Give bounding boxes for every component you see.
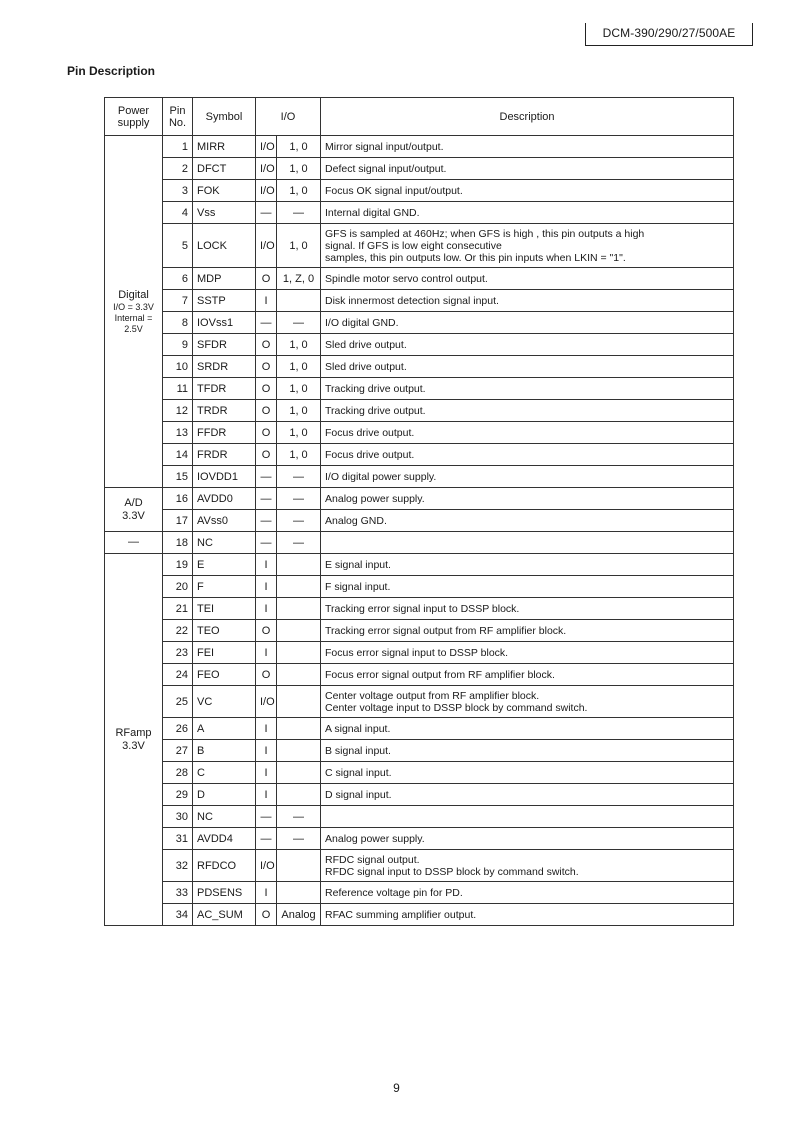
power-supply-label: 3.3V: [122, 509, 145, 522]
pin-number-cell: 33: [163, 882, 193, 904]
pin-number-cell: 23: [163, 642, 193, 664]
description-line: I/O digital GND.: [325, 316, 399, 329]
table-row: [105, 718, 734, 740]
io-direction-cell: I/O: [256, 158, 277, 180]
description-line: Reference voltage pin for PD.: [325, 886, 463, 899]
symbol-cell: D: [193, 784, 256, 806]
table-row: [105, 312, 734, 334]
description-line: Sled drive output.: [325, 360, 407, 373]
io-level-cell: [277, 598, 321, 620]
symbol-cell: TFDR: [193, 378, 256, 400]
io-direction-cell: I/O: [256, 850, 277, 882]
table-row: [105, 444, 734, 466]
description-cell: [321, 686, 734, 718]
description-cell: [321, 664, 734, 686]
symbol-cell: IOVDD1: [193, 466, 256, 488]
symbol-cell: F: [193, 576, 256, 598]
description-cell: [321, 422, 734, 444]
io-level-cell: 1, 0: [277, 334, 321, 356]
power-supply-label: RFamp: [115, 726, 152, 739]
description-line: Focus error signal input to DSSP block.: [325, 646, 509, 659]
pin-number-cell: 10: [163, 356, 193, 378]
io-direction-cell: —: [256, 532, 277, 554]
io-direction-cell: —: [256, 510, 277, 532]
pin-number-cell: 28: [163, 762, 193, 784]
symbol-cell: NC: [193, 806, 256, 828]
io-level-cell: [277, 740, 321, 762]
io-level-cell: 1, 0: [277, 356, 321, 378]
pin-number-cell: 12: [163, 400, 193, 422]
description-cell: [321, 180, 734, 202]
table-row: [105, 180, 734, 202]
symbol-cell: DFCT: [193, 158, 256, 180]
description-cell: [321, 444, 734, 466]
io-direction-cell: —: [256, 828, 277, 850]
description-line: signal. If GFS is low eight consecutive: [325, 239, 502, 252]
table-row: [105, 828, 734, 850]
io-direction-cell: I: [256, 554, 277, 576]
io-level-cell: 1, 0: [277, 180, 321, 202]
io-direction-cell: I/O: [256, 136, 277, 158]
description-cell: [321, 334, 734, 356]
io-direction-cell: I: [256, 598, 277, 620]
symbol-cell: VC: [193, 686, 256, 718]
pin-number-cell: 9: [163, 334, 193, 356]
table-row: [105, 158, 734, 180]
io-level-cell: 1, 0: [277, 444, 321, 466]
power-supply-cell: [105, 532, 163, 554]
power-supply-note: Internal =: [114, 312, 153, 323]
table-row: [105, 136, 734, 158]
table-row: [105, 510, 734, 532]
pin-number-cell: 13: [163, 422, 193, 444]
io-level-cell: —: [277, 806, 321, 828]
table-row: [105, 740, 734, 762]
description-cell: [321, 466, 734, 488]
symbol-cell: E: [193, 554, 256, 576]
pin-number-cell: 27: [163, 740, 193, 762]
power-supply-cell: [105, 554, 163, 926]
power-supply-label: A/D: [124, 496, 143, 509]
symbol-cell: A: [193, 718, 256, 740]
io-level-cell: 1, 0: [277, 136, 321, 158]
description-line: Analog power supply.: [325, 832, 425, 845]
description-cell: [321, 532, 734, 554]
power-supply-cell: [105, 136, 163, 488]
symbol-cell: C: [193, 762, 256, 784]
description-cell: [321, 642, 734, 664]
symbol-cell: NC: [193, 532, 256, 554]
table-row: [105, 290, 734, 312]
pin-number-cell: 20: [163, 576, 193, 598]
io-direction-cell: O: [256, 334, 277, 356]
io-direction-cell: I: [256, 290, 277, 312]
io-level-cell: —: [277, 312, 321, 334]
model-number-header: DCM-390/290/27/500AE: [585, 23, 753, 46]
io-level-cell: [277, 718, 321, 740]
pin-number-cell: 2: [163, 158, 193, 180]
io-level-cell: —: [277, 488, 321, 510]
table-row: [105, 850, 734, 882]
io-direction-cell: I/O: [256, 180, 277, 202]
io-direction-cell: —: [256, 202, 277, 224]
table-header-row: [105, 98, 734, 136]
header-pin-no: Pin No.: [163, 98, 193, 136]
pin-number-cell: 31: [163, 828, 193, 850]
symbol-cell: PDSENS: [193, 882, 256, 904]
symbol-cell: TEI: [193, 598, 256, 620]
page-number: 9: [393, 1081, 400, 1095]
io-direction-cell: I/O: [256, 686, 277, 718]
pin-description-table: [104, 97, 734, 926]
power-supply-label: 3.3V: [122, 739, 145, 752]
io-direction-cell: O: [256, 620, 277, 642]
pin-number-cell: 1: [163, 136, 193, 158]
table-row: [105, 620, 734, 642]
io-level-cell: [277, 620, 321, 642]
io-direction-cell: —: [256, 312, 277, 334]
io-direction-cell: I: [256, 784, 277, 806]
table-row: [105, 664, 734, 686]
description-cell: [321, 598, 734, 620]
symbol-cell: TRDR: [193, 400, 256, 422]
table-row: [105, 762, 734, 784]
table-row: [105, 334, 734, 356]
pin-number-cell: 5: [163, 224, 193, 268]
pin-number-cell: 24: [163, 664, 193, 686]
pin-number-cell: 7: [163, 290, 193, 312]
table-row: [105, 400, 734, 422]
description-line: C signal input.: [325, 766, 392, 779]
table-row: [105, 532, 734, 554]
description-cell: [321, 202, 734, 224]
table-row: [105, 554, 734, 576]
description-cell: [321, 158, 734, 180]
io-direction-cell: I/O: [256, 224, 277, 268]
table-row: [105, 882, 734, 904]
table-row: [105, 422, 734, 444]
description-line: Analog GND.: [325, 514, 387, 527]
io-level-cell: [277, 882, 321, 904]
io-direction-cell: O: [256, 422, 277, 444]
description-line: B signal input.: [325, 744, 391, 757]
description-line: Internal digital GND.: [325, 206, 420, 219]
description-line: Focus OK signal input/output.: [325, 184, 463, 197]
io-level-cell: 1, 0: [277, 224, 321, 268]
pin-number-cell: 18: [163, 532, 193, 554]
description-line: Analog power supply.: [325, 492, 425, 505]
io-level-cell: —: [277, 466, 321, 488]
io-direction-cell: O: [256, 378, 277, 400]
io-level-cell: [277, 664, 321, 686]
pin-number-cell: 8: [163, 312, 193, 334]
description-line: Sled drive output.: [325, 338, 407, 351]
io-level-cell: [277, 554, 321, 576]
pin-number-cell: 11: [163, 378, 193, 400]
symbol-cell: MIRR: [193, 136, 256, 158]
description-line: D signal input.: [325, 788, 392, 801]
description-cell: [321, 268, 734, 290]
io-direction-cell: —: [256, 806, 277, 828]
symbol-cell: B: [193, 740, 256, 762]
description-line: Disk innermost detection signal input.: [325, 294, 499, 307]
io-level-cell: [277, 686, 321, 718]
io-direction-cell: I: [256, 718, 277, 740]
table-row: [105, 202, 734, 224]
symbol-cell: FOK: [193, 180, 256, 202]
io-direction-cell: O: [256, 400, 277, 422]
io-level-cell: —: [277, 202, 321, 224]
table-row: [105, 466, 734, 488]
io-level-cell: 1, 0: [277, 400, 321, 422]
io-level-cell: [277, 576, 321, 598]
symbol-cell: FEI: [193, 642, 256, 664]
io-level-cell: Analog: [277, 904, 321, 926]
description-cell: [321, 784, 734, 806]
io-level-cell: 1, Z, 0: [277, 268, 321, 290]
description-line: A signal input.: [325, 722, 391, 735]
symbol-cell: LOCK: [193, 224, 256, 268]
table-row: [105, 642, 734, 664]
description-cell: [321, 882, 734, 904]
description-cell: [321, 378, 734, 400]
io-direction-cell: I: [256, 576, 277, 598]
pin-number-cell: 17: [163, 510, 193, 532]
pin-number-cell: 3: [163, 180, 193, 202]
header-description: Description: [321, 98, 734, 136]
symbol-cell: AVDD4: [193, 828, 256, 850]
description-cell: [321, 740, 734, 762]
table-row: [105, 378, 734, 400]
description-line: Tracking drive output.: [325, 382, 426, 395]
power-supply-note: I/O = 3.3V: [113, 301, 154, 312]
description-line: GFS is sampled at 460Hz; when GFS is high , this pin outputs a high: [325, 227, 645, 240]
symbol-cell: Vss: [193, 202, 256, 224]
pin-number-cell: 4: [163, 202, 193, 224]
description-line: Mirror signal input/output.: [325, 140, 444, 153]
description-line: E signal input.: [325, 558, 391, 571]
symbol-cell: TEO: [193, 620, 256, 642]
io-level-cell: —: [277, 510, 321, 532]
table-row: [105, 904, 734, 926]
symbol-cell: FEO: [193, 664, 256, 686]
description-line: RFAC summing amplifier output.: [325, 908, 477, 921]
description-cell: [321, 718, 734, 740]
symbol-cell: AVss0: [193, 510, 256, 532]
power-supply-label: —: [128, 536, 139, 548]
io-level-cell: 1, 0: [277, 378, 321, 400]
description-cell: [321, 400, 734, 422]
pin-number-cell: 34: [163, 904, 193, 926]
description-line: Tracking drive output.: [325, 404, 426, 417]
io-direction-cell: O: [256, 356, 277, 378]
table-row: [105, 598, 734, 620]
pin-number-cell: 6: [163, 268, 193, 290]
description-line: RFDC signal input to DSSP block by command switch.: [325, 865, 579, 878]
table-row: [105, 224, 734, 268]
description-cell: [321, 904, 734, 926]
pin-number-cell: 29: [163, 784, 193, 806]
power-supply-cell: [105, 488, 163, 532]
io-level-cell: 1, 0: [277, 422, 321, 444]
symbol-cell: FRDR: [193, 444, 256, 466]
pin-number-cell: 25: [163, 686, 193, 718]
power-supply-note: 2.5V: [124, 323, 143, 334]
io-level-cell: 1, 0: [277, 158, 321, 180]
symbol-cell: MDP: [193, 268, 256, 290]
symbol-cell: SSTP: [193, 290, 256, 312]
description-line: RFDC signal output.: [325, 853, 420, 866]
io-direction-cell: O: [256, 444, 277, 466]
io-direction-cell: —: [256, 466, 277, 488]
io-direction-cell: I: [256, 882, 277, 904]
description-cell: [321, 136, 734, 158]
symbol-cell: SRDR: [193, 356, 256, 378]
description-cell: [321, 554, 734, 576]
symbol-cell: FFDR: [193, 422, 256, 444]
description-cell: [321, 224, 734, 268]
section-title: Pin Description: [67, 64, 156, 78]
description-cell: [321, 762, 734, 784]
symbol-cell: AC_SUM: [193, 904, 256, 926]
symbol-cell: IOVss1: [193, 312, 256, 334]
description-cell: [321, 620, 734, 642]
description-line: F signal input.: [325, 580, 391, 593]
description-cell: [321, 806, 734, 828]
description-line: Tracking error signal output from RF amplifier block.: [325, 624, 567, 637]
io-direction-cell: I: [256, 740, 277, 762]
io-direction-cell: I: [256, 642, 277, 664]
io-direction-cell: —: [256, 488, 277, 510]
pin-number-cell: 32: [163, 850, 193, 882]
table-row: [105, 268, 734, 290]
table-row: [105, 784, 734, 806]
description-line: Focus drive output.: [325, 448, 415, 461]
description-cell: [321, 576, 734, 598]
header-symbol: Symbol: [193, 98, 256, 136]
pin-number-cell: 22: [163, 620, 193, 642]
description-cell: [321, 356, 734, 378]
description-cell: [321, 312, 734, 334]
pin-number-cell: 26: [163, 718, 193, 740]
header-io: I/O: [256, 98, 321, 136]
table-row: [105, 806, 734, 828]
description-line: I/O digital power supply.: [325, 470, 437, 483]
pin-number-cell: 15: [163, 466, 193, 488]
io-direction-cell: O: [256, 664, 277, 686]
io-level-cell: [277, 762, 321, 784]
pin-number-cell: 30: [163, 806, 193, 828]
description-line: Tracking error signal input to DSSP block.: [325, 602, 520, 615]
power-supply-label: Digital: [118, 288, 149, 301]
description-line: Center voltage input to DSSP block by command switch.: [325, 701, 588, 714]
pin-number-cell: 19: [163, 554, 193, 576]
description-line: Spindle motor servo control output.: [325, 272, 488, 285]
description-line: Center voltage output from RF amplifier block.: [325, 689, 540, 702]
description-cell: [321, 290, 734, 312]
pin-number-cell: 16: [163, 488, 193, 510]
io-direction-cell: O: [256, 268, 277, 290]
pin-rows: [105, 136, 734, 926]
table-row: [105, 356, 734, 378]
io-level-cell: —: [277, 532, 321, 554]
pin-number-cell: 14: [163, 444, 193, 466]
symbol-cell: AVDD0: [193, 488, 256, 510]
description-line: Focus error signal output from RF amplifier block.: [325, 668, 555, 681]
description-cell: [321, 488, 734, 510]
io-direction-cell: O: [256, 904, 277, 926]
description-line: samples, this pin outputs low. Or this pin inputs when LKIN = "1".: [325, 251, 626, 264]
io-direction-cell: I: [256, 762, 277, 784]
description-cell: [321, 850, 734, 882]
description-line: Defect signal input/output.: [325, 162, 447, 175]
description-cell: [321, 828, 734, 850]
description-line: Focus drive output.: [325, 426, 415, 439]
description-cell: [321, 510, 734, 532]
symbol-cell: SFDR: [193, 334, 256, 356]
table-row: [105, 488, 734, 510]
symbol-cell: RFDCO: [193, 850, 256, 882]
table-row: [105, 576, 734, 598]
table-row: [105, 686, 734, 718]
io-level-cell: —: [277, 828, 321, 850]
header-power-supply: Power supply: [105, 98, 163, 136]
io-level-cell: [277, 642, 321, 664]
pin-number-cell: 21: [163, 598, 193, 620]
io-level-cell: [277, 290, 321, 312]
io-level-cell: [277, 850, 321, 882]
io-level-cell: [277, 784, 321, 806]
